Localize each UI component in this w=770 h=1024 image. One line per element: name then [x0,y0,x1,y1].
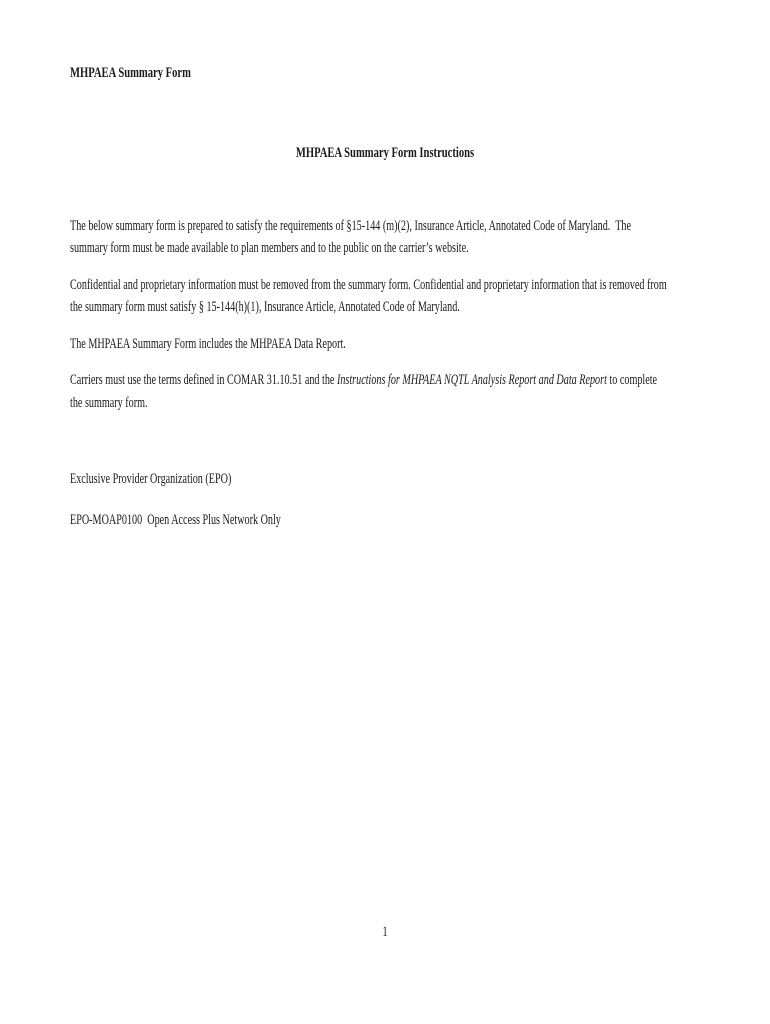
paragraph-text: to complete [606,372,658,388]
paragraph-line: the summary form. [70,395,148,411]
plan-name: EPO-MOAP0100 Open Access Plus Network Only [70,512,281,528]
paragraph-line: The below summary form is prepared to satisfy the requirements of §15-144 (m)(2), Insurance Article, Annotated Code of Maryland. The [70,218,632,234]
page-number: 1 [382,924,388,940]
plan-type: Exclusive Provider Organization (EPO) [70,471,232,487]
paragraph-line [70,371,657,389]
paragraph-line: the summary form must satisfy § 15-144(h)(1), Insurance Article, Annotated Code of Maryland. [70,299,460,315]
form-header: MHPAEA Summary Form [70,65,191,81]
paragraph-line: The MHPAEA Summary Form includes the MHPAEA Data Report. [70,336,346,352]
paragraph-line: Confidential and proprietary information must be removed from the summary form. Confidential and proprietary information that is removed from [70,277,667,293]
paragraph-line: summary form must be made available to plan members and to the public on the carrier’s website. [70,240,469,256]
paragraph-text: Carriers must use the terms defined in COMAR 31.10.51 and the [70,372,337,388]
instructions-title: MHPAEA Summary Form Instructions [295,145,475,161]
instructions-document-title: Instructions for MHPAEA NQTL Analysis Report and Data Report [336,372,607,388]
